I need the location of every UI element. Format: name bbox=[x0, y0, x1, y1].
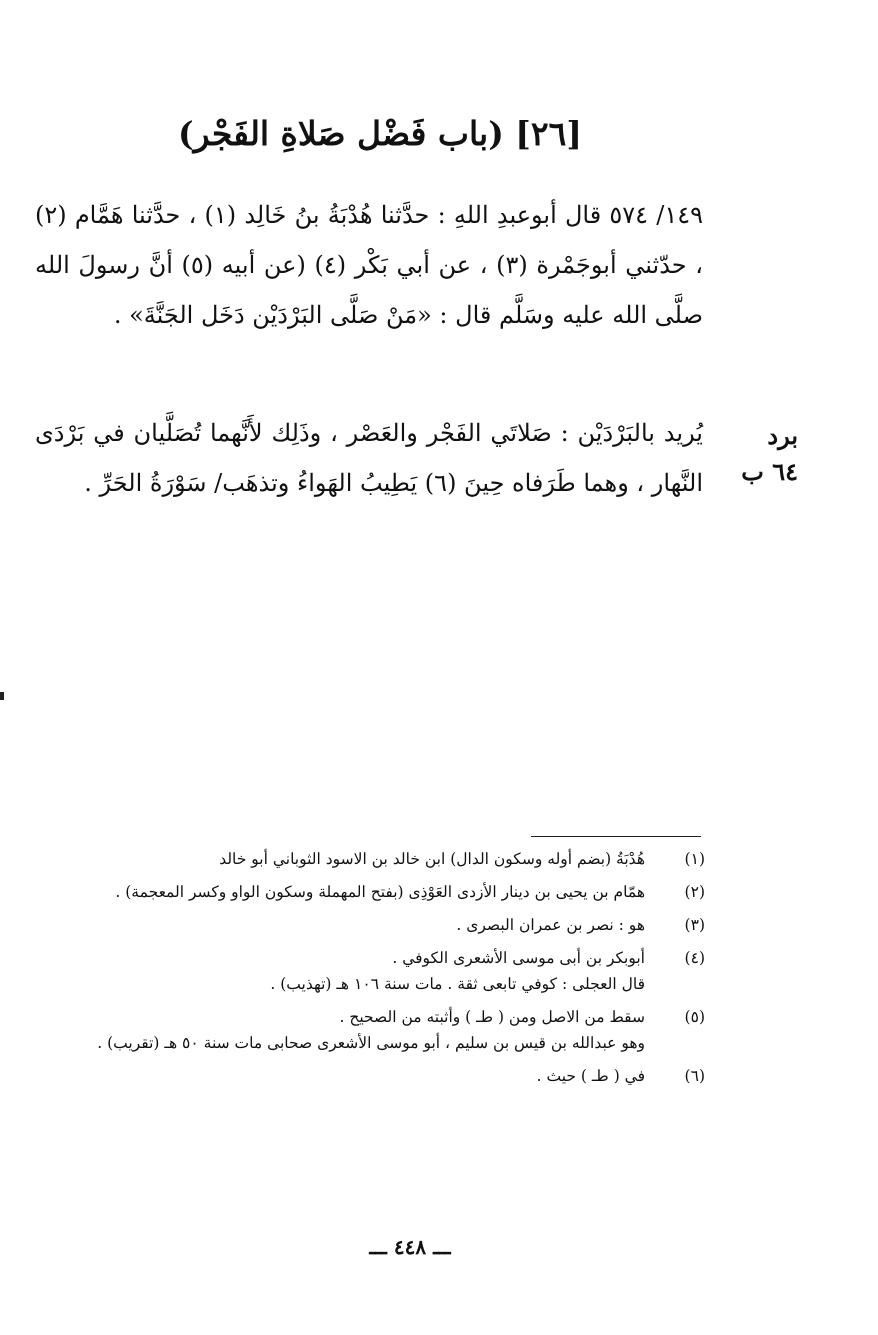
edge-mark bbox=[0, 692, 4, 700]
footnote-line: همّام بن يحيى بن دينار الأزدى العَوْذِى (بفتح المهملة وسكون الواو وكسر المعجمة) . bbox=[115, 883, 645, 901]
footnote-2 bbox=[30, 879, 705, 905]
footnote-line: وهو عبدالله بن قيس بن سليم ، أبو موسى الأشعرى صحابى مات سنة ٥٠ هـ (تقريب) . bbox=[97, 1034, 645, 1052]
footnote-body bbox=[30, 912, 645, 938]
footnote-number: (٣) bbox=[684, 916, 705, 934]
hadith-paragraph bbox=[35, 190, 703, 340]
footnote-number: (٦) bbox=[684, 1067, 705, 1085]
footnote-line: سقط من الاصل ومن ( طـ ) وأثبته من الصحيح . bbox=[339, 1008, 645, 1026]
footnote-body bbox=[30, 1004, 645, 1056]
footnote-number: (٥) bbox=[684, 1008, 705, 1026]
footnote-number: (٢) bbox=[684, 883, 705, 901]
commentary-paragraph bbox=[35, 408, 703, 508]
footnote-body bbox=[30, 1063, 645, 1089]
footnote-number: (١) bbox=[684, 850, 705, 868]
footnote-6 bbox=[30, 1063, 705, 1089]
margin-note-word: برد bbox=[767, 421, 798, 450]
hadith-text: ١٤٩/ ٥٧٤ قال أبوعبدِ اللهِ : حدَّثنا هُدْبَةُ بنُ خَالِد (١) ، حدَّثنا هَمَّام (٢) ، حدّثني أبوجَمْرة (٣) ، عن أبي بَكْر (٤) (عن أبيه (٥) أنَّ رسولَ الله صلَّى الله عليه وسَلَّم قال : «مَنْ صَلَّى البَرْدَيْن دَخَل الجَنَّةَ» . bbox=[35, 201, 704, 329]
footnote-body bbox=[30, 879, 645, 905]
footnotes bbox=[30, 846, 705, 1096]
footnote-line: في ( طـ ) حيث . bbox=[536, 1067, 645, 1085]
footnote-body bbox=[30, 846, 645, 872]
chapter-title: [٢٦] (باب فَضْل صَلاةِ الفَجْر) bbox=[178, 114, 582, 153]
footnote-line: هو : نصر بن عمران البصرى . bbox=[456, 916, 645, 934]
footnote-line: أبوبكر بن أبى موسى الأشعرى الكوفي . bbox=[392, 949, 645, 967]
footnote-1 bbox=[30, 846, 705, 872]
footnote-number: (٤) bbox=[684, 949, 705, 967]
footnote-3 bbox=[30, 912, 705, 938]
margin-note-folio: ٦٤ ب bbox=[741, 457, 798, 486]
footnote-line: قال العجلى : كوفي تابعى ثقة . مات سنة ١٠٦ هـ (تهذيب) . bbox=[270, 975, 645, 993]
margin-note bbox=[728, 418, 798, 490]
footnote-line: هُدْبَةُ (بضم أوله وسكون الدال) ابن خالد بن الاسود الثوباني أبو خالد bbox=[219, 850, 645, 868]
footnote-4 bbox=[30, 945, 705, 997]
footnote-separator bbox=[531, 836, 701, 837]
commentary-text: يُريد بالبَرْدَيْن : صَلاتَي الفَجْر والعَصْر ، وذَلِك لأَنَّهما تُصَلَّيان في بَرْدَى النَّهار ، وهما طَرَفاه حِينَ (٦) يَطِيبُ الهَواءُ وتذهَب/ سَوْرَةُ الحَرِّ . bbox=[35, 419, 703, 497]
page-number: ـــ ٤٤٨ ـــ bbox=[369, 1235, 451, 1259]
footnote-body bbox=[30, 945, 645, 997]
footnote-5 bbox=[30, 1004, 705, 1056]
